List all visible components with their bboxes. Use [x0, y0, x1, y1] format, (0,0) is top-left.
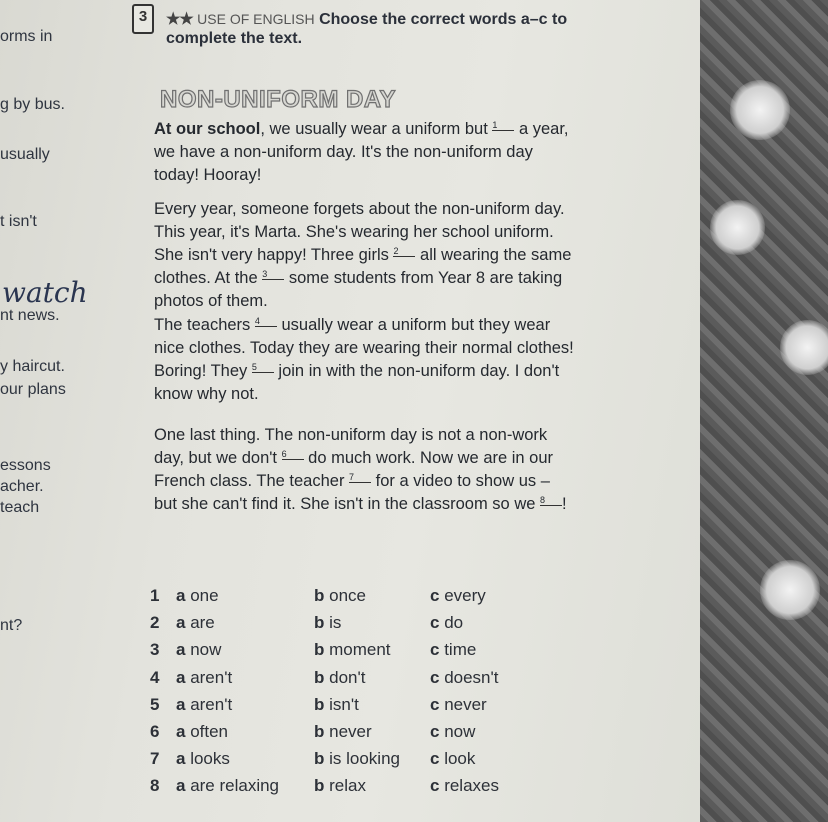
article-text: , we usually wear a uniform but [260, 120, 493, 138]
option-c[interactable] [430, 668, 498, 688]
article-paragraph [154, 424, 574, 516]
margin-text-line: g by bus. [0, 96, 65, 113]
article-text: all wearing the same clothes. At the [154, 246, 572, 287]
fabric-dot [710, 200, 765, 255]
margin-text-line: nt? [0, 617, 23, 634]
option-a[interactable] [176, 586, 219, 606]
option-letter: c [430, 586, 445, 605]
option-text: are relaxing [190, 776, 280, 796]
handwritten-note: watch [2, 276, 88, 309]
option-text: is [329, 613, 342, 633]
option-number: 5 [150, 694, 160, 714]
option-text: now [190, 640, 222, 660]
option-text: never [329, 722, 372, 741]
gap-blank: 1 [492, 120, 514, 131]
article-text: do much work. Now we are in our French class. The teacher [154, 449, 554, 490]
article-paragraph [154, 198, 574, 313]
option-text: one [190, 586, 219, 605]
fabric-dot [730, 80, 790, 140]
option-c[interactable] [430, 776, 499, 796]
fabric-dot [760, 560, 820, 620]
option-c[interactable] [430, 695, 487, 715]
article-paragraph [154, 118, 574, 187]
option-letter: a [176, 667, 191, 687]
option-letter: b [314, 694, 330, 714]
option-number: 7 [150, 749, 160, 769]
fabric-dot [780, 320, 828, 375]
gap-blank: 6 [282, 449, 304, 460]
option-letter: b [314, 776, 330, 796]
option-a[interactable] [176, 668, 232, 688]
gap-blank: 7 [349, 472, 371, 483]
margin-text-line: essons [0, 457, 51, 474]
option-b[interactable] [314, 640, 391, 660]
option-b[interactable] [314, 722, 372, 742]
option-b[interactable] [314, 749, 400, 769]
option-a[interactable] [176, 640, 221, 660]
option-text: relax [329, 776, 366, 796]
article-text: a year, we have a non-uniform day. It's the non-uniform day today! Hooray! [154, 120, 569, 184]
option-number: 8 [150, 776, 160, 796]
gap-blank: 5 [252, 362, 274, 373]
option-number: 4 [150, 667, 160, 687]
article-paragraph [154, 314, 574, 406]
article-text: The teachers [154, 316, 255, 334]
option-letter: c [430, 722, 445, 741]
option-number: 6 [150, 722, 160, 741]
gap-blank: 8 [540, 495, 562, 506]
article-text: Every year, someone forgets about the non-uniform day. This year, it's Marta. She's wearing her school uniform. She isn't very happy! Three girls [154, 200, 565, 264]
margin-text-line: usually [0, 146, 50, 163]
margin-text-line: acher. [0, 478, 44, 495]
margin-text-line: nt news. [0, 307, 60, 324]
option-text: do [444, 613, 464, 633]
option-letter: c [430, 667, 445, 687]
option-letter: a [176, 586, 191, 605]
gap-blank: 2 [393, 246, 415, 257]
exercise-number: 3 [132, 4, 154, 34]
option-text: time [444, 640, 477, 660]
option-b[interactable] [314, 668, 365, 688]
margin-text-line: orms in [0, 28, 53, 45]
option-c[interactable] [430, 586, 486, 606]
option-letter: a [176, 694, 191, 714]
margin-text-line: y haircut. [0, 358, 65, 375]
option-b[interactable] [314, 776, 366, 796]
option-letter: b [314, 640, 330, 660]
option-c[interactable] [430, 722, 475, 742]
margin-text-line: teach [0, 499, 40, 516]
option-text: is looking [329, 749, 400, 769]
option-text: relaxes [444, 776, 499, 796]
article-text: for a video to show us – but she can't find it. She isn't in the classroom so we [154, 472, 550, 513]
option-text: are [190, 613, 215, 633]
option-a[interactable] [176, 722, 228, 742]
option-text: looks [190, 749, 230, 769]
option-letter: b [314, 586, 330, 605]
option-b[interactable] [314, 695, 359, 715]
option-text: doesn't [444, 667, 499, 687]
option-text: don't [329, 667, 366, 687]
option-c[interactable] [430, 613, 463, 633]
option-b[interactable] [314, 613, 341, 633]
option-letter: a [176, 749, 191, 769]
option-c[interactable] [430, 640, 476, 660]
option-a[interactable] [176, 695, 232, 715]
option-letter: a [176, 776, 191, 796]
option-number: 1 [150, 586, 160, 605]
option-text: once [329, 586, 366, 605]
fabric-background [700, 0, 828, 822]
margin-text-line: our plans [0, 381, 66, 398]
option-a[interactable] [176, 749, 230, 769]
article-text: some students from Year 8 are taking photos of them. [154, 269, 563, 310]
option-letter: a [176, 722, 191, 741]
option-letter: c [430, 694, 445, 714]
option-b[interactable] [314, 586, 366, 606]
option-letter: b [314, 667, 330, 687]
instruction-text: Choose the correct words a–c to complete the text. [166, 11, 568, 47]
option-text: moment [329, 640, 391, 660]
article-title: NON-UNIFORM DAY [160, 86, 396, 113]
option-letter: c [430, 749, 445, 769]
article-text: One last thing. The non-uniform day is not a non-work day, but we don't [154, 426, 548, 467]
option-text: aren't [190, 667, 233, 687]
margin-text-line: t isn't [0, 213, 37, 230]
option-text: isn't [329, 694, 359, 714]
option-text: aren't [190, 694, 233, 714]
option-number: 2 [150, 613, 160, 633]
option-letter: b [314, 722, 330, 741]
instruction-prefix: USE OF ENGLISH [197, 11, 315, 27]
option-letter: c [430, 776, 445, 796]
option-letter: c [430, 640, 445, 660]
option-letter: a [176, 640, 191, 660]
article-text: usually wear a uniform but they wear nice clothes. Today they are wearing their normal clothes! Boring! They [154, 316, 574, 380]
option-a[interactable] [176, 776, 279, 796]
option-letter: c [430, 613, 445, 633]
article-text: join in with the non-uniform day. I don't know why not. [154, 362, 560, 403]
option-text: now [444, 722, 476, 741]
option-text: never [444, 694, 487, 714]
option-text: often [190, 722, 228, 741]
gap-blank: 3 [262, 269, 284, 280]
article-text: ! [562, 495, 567, 513]
option-text: every [444, 586, 486, 605]
gap-blank: 4 [255, 316, 277, 327]
article-text: At our school [154, 120, 261, 138]
exercise-instruction [166, 10, 576, 48]
option-letter: a [176, 613, 191, 633]
option-text: look [444, 749, 476, 769]
option-number: 3 [150, 640, 160, 660]
option-letter: b [314, 749, 330, 769]
option-a[interactable] [176, 613, 215, 633]
difficulty-stars: ★★ [166, 11, 193, 28]
option-letter: b [314, 613, 330, 633]
option-c[interactable] [430, 749, 475, 769]
